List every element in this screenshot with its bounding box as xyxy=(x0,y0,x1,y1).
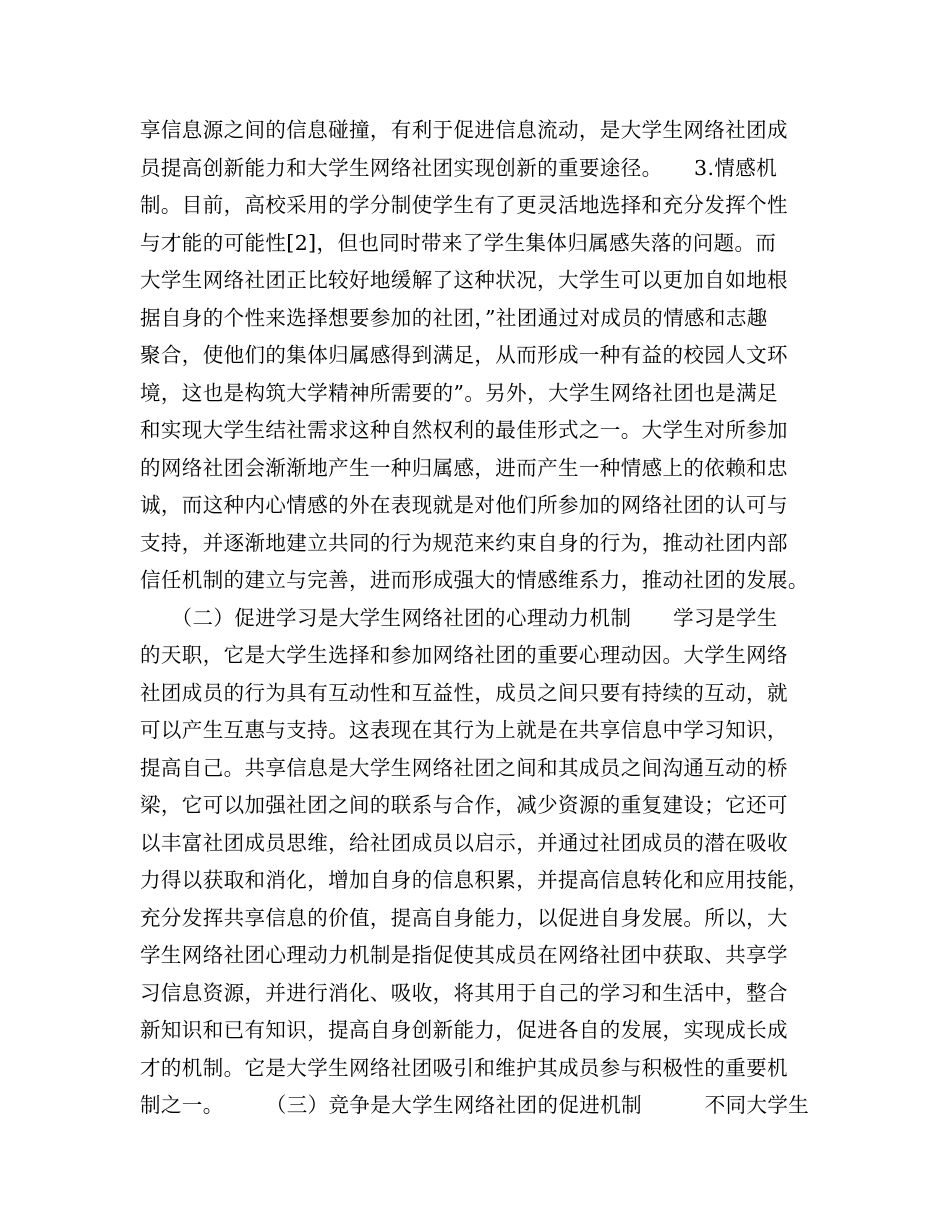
text-line: 据自身的个性来选择想要参加的社团，”社团通过对成员的情感和志趣 xyxy=(140,305,768,330)
text-line: 制之一。 （三）竞争是大学生网络社团的促进机制 不同大学生 xyxy=(140,1093,810,1117)
text-line: 制。目前，高校采用的学分制使学生有了更灵活地选择和充分发挥个性 xyxy=(140,193,788,217)
text-line: 的网络社团会渐渐地产生一种归属感，进而产生一种情感上的依赖和忠 xyxy=(140,455,788,480)
text-line: 新知识和已有知识，提高自身创新能力，促进各自的发展，实现成长成 xyxy=(140,1018,788,1042)
text-line: 以丰富社团成员思维，给社团成员以启示，并通过社团成员的潜在吸收 xyxy=(140,830,788,855)
text-line: 的天职，它是大学生选择和参加网络社团的重要心理动因。大学生网络 xyxy=(140,643,788,667)
body-text xyxy=(140,112,830,1125)
text-line: 和实现大学生结社需求这种自然权利的最佳形式之一。大学生对所参加 xyxy=(140,418,788,442)
text-line: 才的机制。它是大学生网络社团吸引和维护其成员参与积极性的重要机 xyxy=(140,1055,788,1080)
text-line: 大学生网络社团正比较好地缓解了这种状况，大学生可以更加自如地根 xyxy=(140,268,788,292)
text-line: 学生网络社团心理动力机制是指促使其成员在网络社团中获取、共享学 xyxy=(140,943,788,967)
text-line: （二）促进学习是大学生网络社团的心理动力机制 学习是学生 xyxy=(140,605,778,630)
text-line: 充分发挥共享信息的价值，提高自身能力，以促进自身发展。所以，大 xyxy=(140,905,788,930)
text-line: 境，这也是构筑大学精神所需要的”。另外，大学生网络社团也是满足 xyxy=(140,380,778,405)
text-line: 员提高创新能力和大学生网络社团实现创新的重要途径。 3.情感机 xyxy=(140,155,778,180)
text-line: 习信息资源，并进行消化、吸收，将其用于自己的学习和生活中，整合 xyxy=(140,980,788,1005)
text-line: 支持，并逐渐地建立共同的行为规范来约束自身的行为，推动社团内部 xyxy=(140,530,788,555)
text-line: 与才能的可能性[2]，但也同时带来了学生集体归属感失落的问题。而 xyxy=(140,230,777,255)
text-line: 聚合，使他们的集体归属感得到满足，从而形成一种有益的校园人文环 xyxy=(140,343,788,367)
text-line: 可以产生互惠与支持。这表现在其行为上就是在共享信息中学习知识， xyxy=(140,718,788,742)
text-line: 信任机制的建立与完善，进而形成强大的情感维系力，推动社团的发展。 xyxy=(140,568,809,592)
text-line: 力得以获取和消化，增加自身的信息积累，并提高信息转化和应用技能， xyxy=(140,868,809,892)
text-line: 社团成员的行为具有互动性和互益性，成员之间只要有持续的互动，就 xyxy=(140,680,788,705)
text-line: 梁，它可以加强社团之间的联系与合作，减少资源的重复建设；它还可 xyxy=(140,793,788,817)
text-line: 诚，而这种内心情感的外在表现就是对他们所参加的网络社团的认可与 xyxy=(140,493,788,517)
text-line: 提高自己。共享信息是大学生网络社团之间和其成员之间沟通互动的桥 xyxy=(140,755,788,780)
text-line: 享信息源之间的信息碰撞，有利于促进信息流动，是大学生网络社团成 xyxy=(140,118,788,142)
